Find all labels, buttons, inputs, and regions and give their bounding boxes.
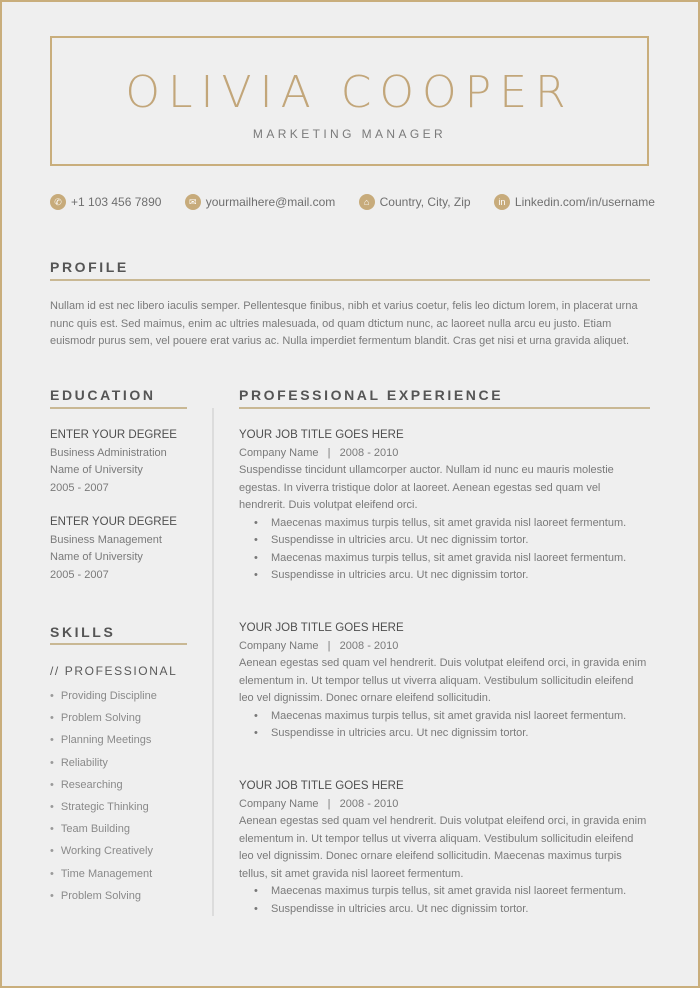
education-years: 2005 - 2007 [50,481,109,494]
name-header-box [50,36,649,166]
job-role: MARKETING MANAGER [252,127,447,141]
skill-item: • Researching [50,774,157,796]
skills-rule [50,643,187,645]
skill-item: • Team Building [50,818,157,840]
job-bullet: • Suspendisse in ultricies arcu. Ut nec dignissim tortor. [271,567,649,585]
skill-item: • Problem Solving [50,707,157,729]
degree-field: Business Administration [50,446,167,459]
job-bullet: • Maecenas maximus turpis tellus, sit amet gravida nisl laoreet fermentum. [271,550,649,568]
contact-address-text: Country, City, Zip [379,195,471,209]
job-description: Suspendisse tincidunt ullamcorper auctor. Nullam id nunc eu mauris molestie egestas. In viverra tristique dolor at laoreet. Aenean egestas sed quam vel hendrerit. Duis volutpat eleifend orci. [239,464,614,511]
skill-item: • Strategic Thinking [50,796,157,818]
education-years: 2005 - 2007 [50,568,109,581]
university-name: Name of University [50,464,143,476]
contact-email [185,194,336,210]
contact-linkedin-text: Linkedin.com/in/username [514,195,655,209]
job-bullet: • Suspendisse in ultricies arcu. Ut nec dignissim tortor. [271,532,649,550]
job-bullet: • Maecenas maximus turpis tellus, sit amet gravida nisl laoreet fermentum. [271,708,649,726]
email-icon: ✉ [185,194,201,210]
linkedin-icon: in [494,194,510,210]
education-entry [50,427,190,497]
education-rule [50,407,187,409]
skill-item: • Reliability [50,752,157,774]
column-divider [212,408,214,916]
education-entry [50,514,190,584]
job-description: Aenean egestas sed quam vel hendrerit. Duis volutpat eleifend orci, in gravida enim elementum in. Ut tempor tellus ut viverra aliquam. Vestibulum sollicitudin eleifend leo vel dignissim. Donec ornare eleifend sollicitudin. [239,657,647,704]
job-description: Aenean egestas sed quam vel hendrerit. Duis volutpat eleifend orci, in gravida enim elementum in. Ut tempor tellus ut viverra aliquam. Vestibulum sollicitudin eleifend leo vel dignissim. Donec ornare eleifend sollicitudin. Maecenas maximus turpis tellus, sit amet gravida nisl laoreet fermentum. [239,815,647,880]
company-line: Company Name | 2008 - 2010 [239,446,399,459]
candidate-name: OLIVIA COOPER [125,67,574,118]
job-bullets [239,515,649,585]
skills-list [50,685,157,907]
job-bullet: • Maecenas maximus turpis tellus, sit amet gravida nisl laoreet fermentum. [271,515,649,533]
contact-email-text: yourmailhere@mail.com [205,195,336,209]
job-entry [239,620,649,743]
job-bullets [239,883,649,918]
degree-title: ENTER YOUR DEGREE [50,516,177,528]
experience-heading: PROFESSIONAL EXPERIENCE [239,387,504,403]
skills-heading: SKILLS [50,624,116,640]
skill-item: • Planning Meetings [50,729,157,751]
contact-address [359,194,471,210]
experience-rule [239,407,650,409]
profile-heading: PROFILE [50,259,129,275]
university-name: Name of University [50,551,143,563]
degree-field: Business Management [50,533,162,546]
job-bullet: • Suspendisse in ultricies arcu. Ut nec dignissim tortor. [271,901,649,919]
skill-item: • Problem Solving [50,885,157,907]
skill-item: • Time Management [50,863,157,885]
phone-icon: ✆ [50,194,66,210]
job-entry [239,778,649,918]
contact-phone [50,194,161,210]
contact-phone-text: +1 103 456 7890 [71,195,162,209]
company-line: Company Name | 2008 - 2010 [239,797,399,810]
job-bullet: • Maecenas maximus turpis tellus, sit amet gravida nisl laoreet fermentum. [271,883,649,901]
degree-title: ENTER YOUR DEGREE [50,429,177,441]
company-line: Company Name | 2008 - 2010 [239,639,399,652]
skills-subheading: // PROFESSIONAL [50,664,178,678]
home-icon: ⌂ [359,194,375,210]
skill-item: • Providing Discipline [50,685,157,707]
contact-linkedin [494,194,655,210]
job-title: YOUR JOB TITLE GOES HERE [239,429,404,441]
job-bullet: • Suspendisse in ultricies arcu. Ut nec dignissim tortor. [271,725,649,743]
education-heading: EDUCATION [50,387,156,403]
job-bullets [239,708,649,743]
skill-item: • Working Creatively [50,840,157,862]
profile-rule [50,279,650,281]
job-title: YOUR JOB TITLE GOES HERE [239,780,404,792]
job-title: YOUR JOB TITLE GOES HERE [239,622,404,634]
contact-bar [50,194,655,210]
job-entry [239,427,649,585]
profile-text: Nullam id est nec libero iaculis semper. Pellentesque finibus, nibh et varius coetur, felis leo dictum lorem, in placerat urna nunc quis est. Sed maimus, enim ac ultries malesuada, od quam dtictum nunc, ac laoreet nulla arcu eu justo. Etiam euismodr purus sem, vel pouere erat varius ac. Nulla imperdiet fermentum blandit. Cras get nisi et urna gravida aliquet. [50,300,638,347]
